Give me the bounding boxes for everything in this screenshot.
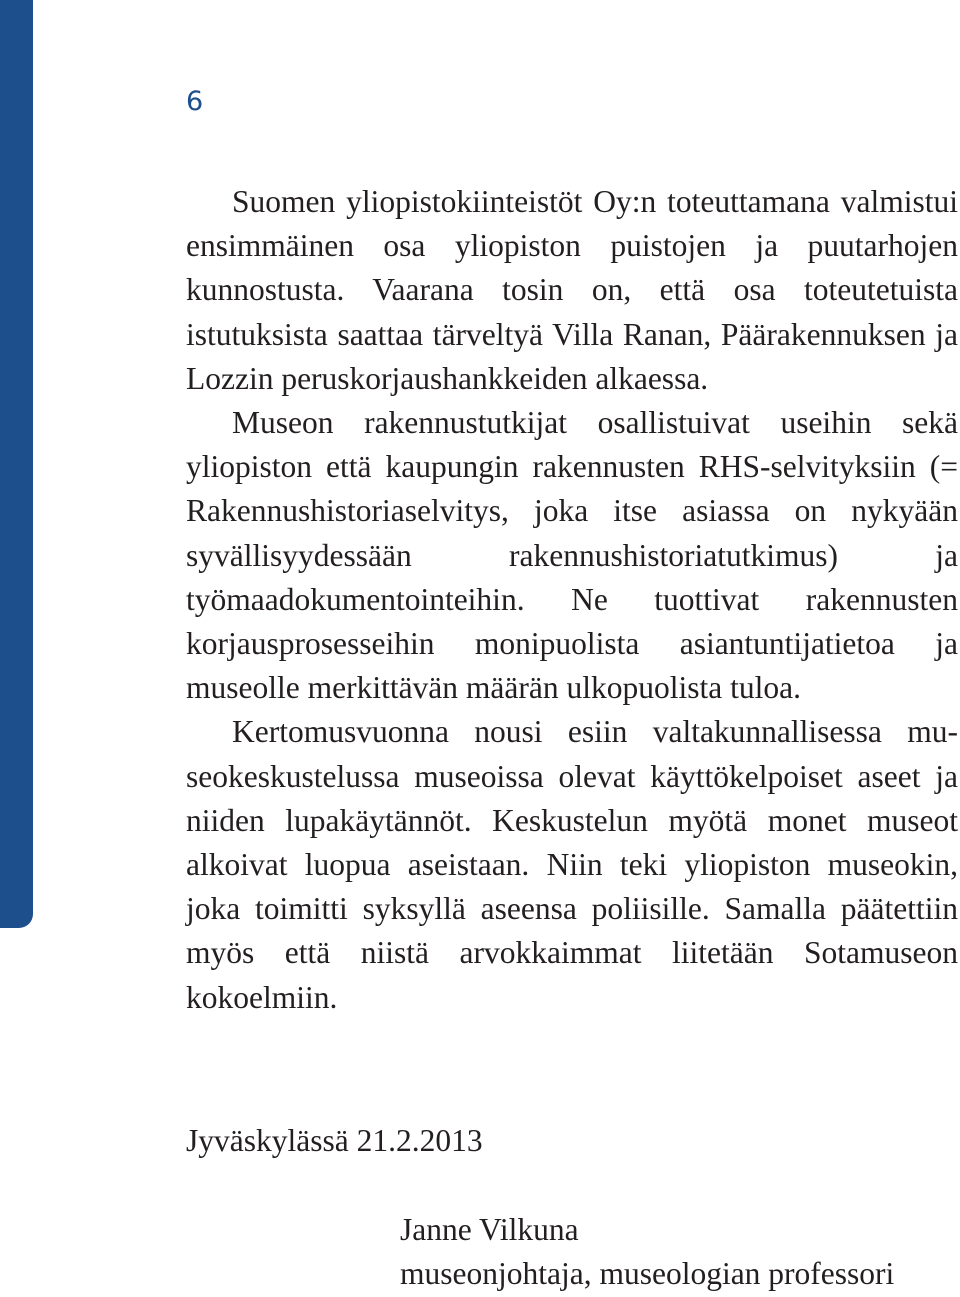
paragraph-weapons: Kertomusvuonna nousi esiin valtakunnallisessa museokeskustelussa museoissa olevat käyttökelpoiset aseet ja niiden lupakäytännöt. Keskustelun myötä monet museot alkoivat luopua aseistaan. Niin teki yliopiston museokin, joka toimitti syksyllä aseensa poliisille. Samalla päätettiin myös että niistä arvokkaimmat liitetään Sotamuseon kokoelmiin.: [186, 714, 958, 1015]
side-accent-bar: [0, 0, 33, 928]
signature-block: [400, 1208, 894, 1296]
paragraph-grounds: Suomen yliopistokiinteistöt Oy:n toteuttamana valmistui ensimmäinen osa yliopiston puistojen ja puutarhojen kunnostusta. Vaarana tosin on, että osa toteutetuista istutuksista saattaa tärveltyä Villa Ranan, Päärakennuksen ja Lozzin peruskorjaushankkeiden alkaessa.: [186, 184, 958, 396]
paragraph-building-research: Museon rakennustutkijat osallistuivat useihin sekä yliopiston että kaupungin rakennusten RHS-selvityksiin (= Rakennushistoriaselvitys, joka itse asiassa on nykyään syvällisyydessään rakennushistoriatutkimus) ja työmaadokumentointeihin. Ne tuottivat rakennusten korjausprosesseihin monipuolista asiantuntijatietoa ja museolle merkittävän määrän ulkopuolista tuloa.: [186, 405, 958, 706]
page-number: 6: [186, 86, 204, 117]
place-date: Jyväskylässä 21.2.2013: [186, 1123, 483, 1158]
body-text: [186, 180, 958, 1020]
signature-name: Janne Vilkuna: [400, 1212, 579, 1247]
signature-title: museonjohtaja, museologian professori: [400, 1256, 895, 1291]
